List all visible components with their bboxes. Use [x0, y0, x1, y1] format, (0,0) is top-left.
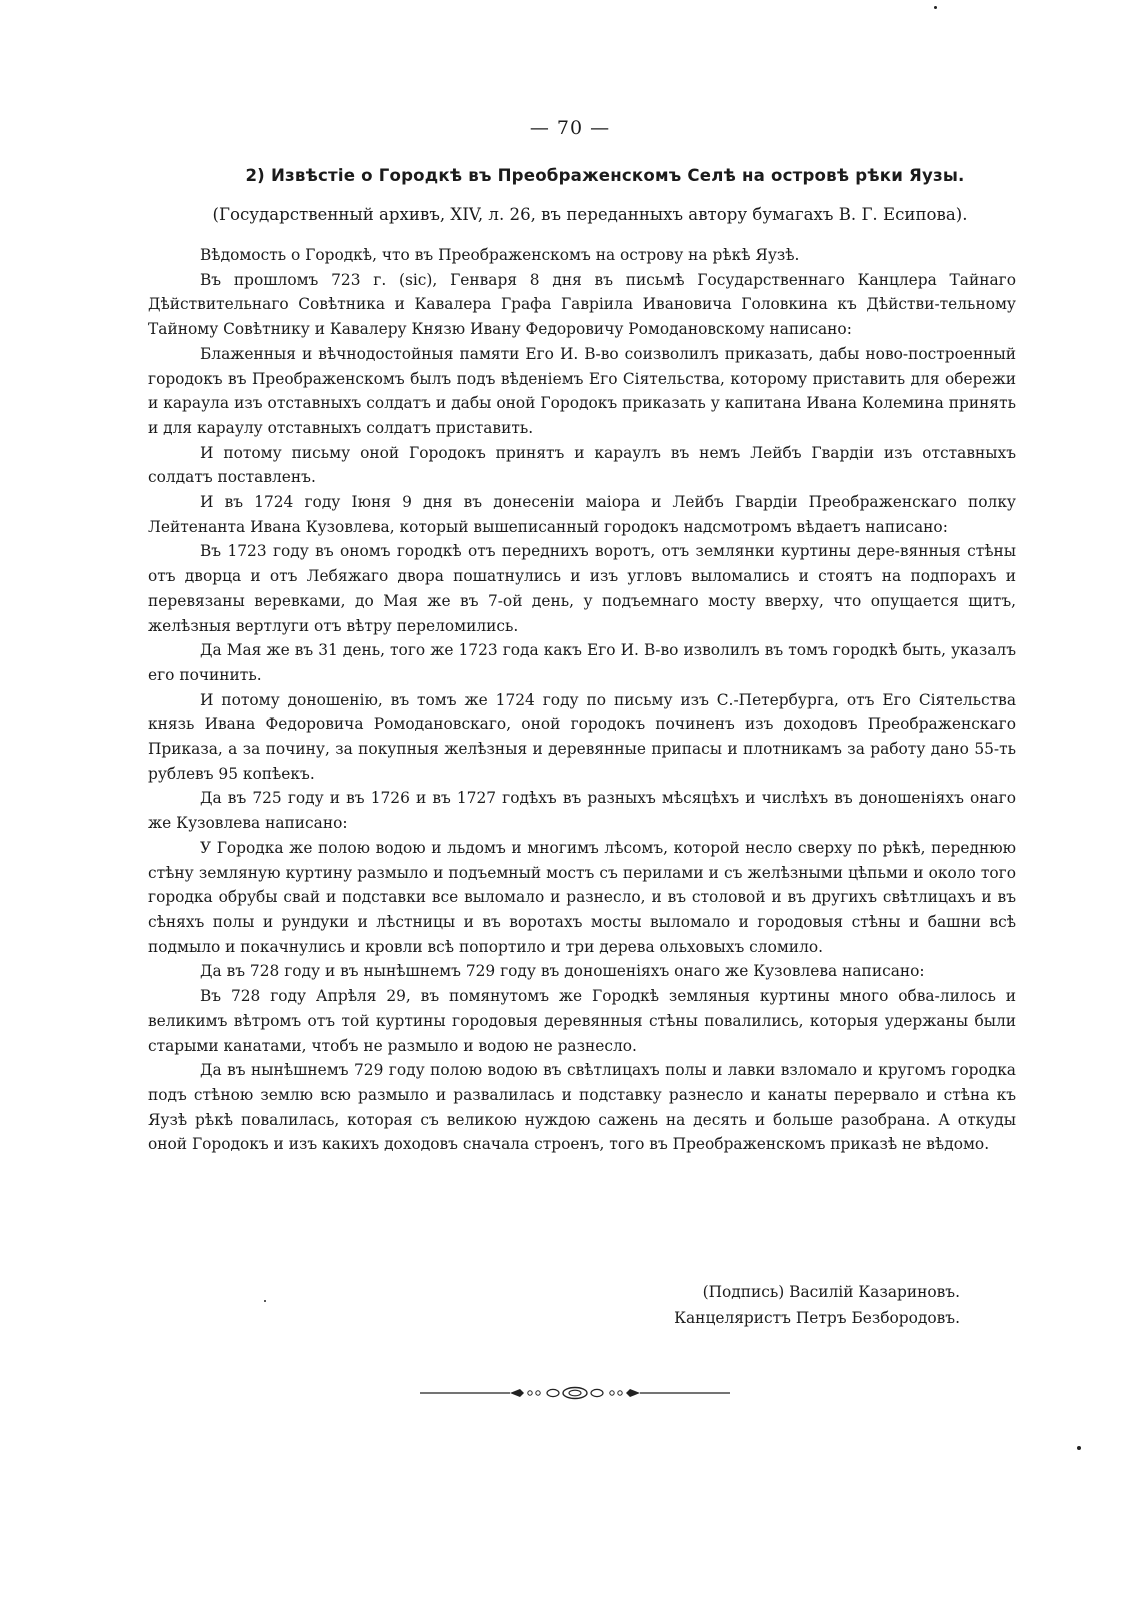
signature-line: (Подпись) Василій Казариновъ.: [702, 1283, 960, 1301]
paragraph: Да Мая же въ 31 день, того же 1723 года какъ Его И. В-во изволилъ въ томъ городкѣ быть, указалъ его починить.: [148, 641, 1016, 684]
paragraph: Да въ 728 году и въ нынѣшнемъ 729 году въ доношеніяхъ онаго же Кузовлева написано:: [200, 962, 925, 981]
source-note: (Государственный архивъ, XIV, л. 26, въ переданныхъ автору бумагахъ В. Г. Есипова).: [212, 205, 968, 224]
ornament-divider: [420, 1383, 730, 1403]
paragraph: Блаженныя и вѣчнодостойныя памяти Его И. В-во соизволилъ приказать, дабы ново-построенный городокъ въ Преображенскомъ былъ подъ вѣденіемъ Его Сіятельства, которому приставить для обережи и караула изъ отставныхъ солдатъ и дабы оной Городокъ приказать у капитана Ивана Колемина принять и для караулу отставныхъ солдатъ приставить.: [148, 344, 1016, 437]
paragraph: Да въ 725 году и въ 1726 и въ 1727 годѣхъ въ разныхъ мѣсяцѣхъ и числѣхъ въ доношеніяхъ онаго же Кузовлева написано:: [148, 789, 1016, 833]
paragraph: Въ 728 году Апрѣля 29, въ помянутомъ же Городкѣ земляныя куртины много обва-лилось и великимъ вѣтромъ отъ той куртины городовыя деревянныя стѣны повалились, которыя удержаны были старыми канатами, чтобъ не размыло и водою не разнесло.: [148, 987, 1016, 1055]
scan-speck: [1077, 1446, 1081, 1450]
paragraph: И въ 1724 году Іюня 9 дня въ донесеніи маіора и Лейбъ Гвардіи Преображенскаго полку Лейтенанта Ивана Кузовлева, который вышеписанный городокъ надсмотромъ вѣдаетъ написано:: [148, 493, 1016, 536]
body-text: [148, 243, 1016, 1157]
paragraph: У Городка же полою водою и льдомъ и многимъ лѣсомъ, которой несло сверху по рѣкѣ, переднюю стѣну земляную куртину размыло и подъемный мостъ съ перилами и съ желѣзными цѣпьми и около того городка обрубы свай и подставки все выломало и разнесло, и въ столовой и въ другихъ свѣтлицахъ и въ сѣняхъ полы и рундуки и лѣстницы и въ воротахъ мосты выломало и городовыя стѣны и башни всѣ подмыло и покачнулись и кровли всѣ попортило и три дерева ольховыхъ сломило.: [148, 838, 1016, 956]
signature-line: Канцеляристъ Петръ Безбородовъ.: [674, 1309, 960, 1327]
signature-block: [560, 1279, 960, 1331]
page-number: — 70 —: [529, 117, 611, 139]
paragraph: И потому письму оной Городокъ принятъ и караулъ въ немъ Лейбъ Гвардіи изъ отставныхъ солдатъ поставленъ.: [148, 443, 1016, 487]
paragraph: Да въ нынѣшнемъ 729 году полою водою въ свѣтлицахъ полы и лавки взломало и кругомъ городка подъ стѣною землю всю размыло и развалилась и подставку разнесло и канаты перервало и стѣна къ Яузѣ рѣкѣ повалилась, которая съ великою нуждою сажень на десять и больше разобрана. А откуды оной Городокъ и изъ какихъ доходовъ сначала строенъ, того въ Преображенскомъ приказѣ не вѣдомо.: [148, 1061, 1016, 1154]
scan-speck: [264, 1300, 266, 1302]
scan-speck: [934, 6, 937, 9]
section-heading: 2) Извѣстіе о Городкѣ въ Преображенскомъ Селѣ на островѣ рѣки Яузы.: [245, 166, 965, 185]
paragraph: Вѣдомость о Городкѣ, что въ Преображенскомъ на острову на рѣкѣ Яузѣ.: [200, 246, 800, 264]
paragraph: И потому доношенію, въ томъ же 1724 году по письму изъ С.-Петербурга, отъ Его Сіятельства князь Ивана Федоровича Ромодановскаго, оной городокъ починенъ изъ доходовъ Преображенскаго Приказа, а за почину, за покупныя желѣзныя и деревянные припасы и плотникамъ за работу дано 55-ть рублевъ 95 копѣекъ.: [148, 690, 1016, 783]
paragraph: Въ 1723 году въ ономъ городкѣ отъ переднихъ воротъ, отъ землянки куртины дере-вянныя стѣны отъ дворца и отъ Лебяжаго двора пошатнулись и изъ угловъ выломались и стоятъ на подпорахъ и перевязаны веревками, до Мая же въ 7-ой день, у подъемнаго мосту вверху, что опущается щитъ, желѣзныя вертлуги отъ вѣтру переломились.: [148, 542, 1016, 635]
paragraph: Въ прошломъ 723 г. (sic), Генваря 8 дня въ письмѣ Государственнаго Канцлера Тайнаго Дѣйствительнаго Совѣтника и Кавалера Графа Гавріила Ивановича Головкина къ Дѣйстви-тельному Тайному Совѣтнику и Кавалеру Князю Ивану Федоровичу Ромодановскому написано:: [148, 270, 1016, 339]
